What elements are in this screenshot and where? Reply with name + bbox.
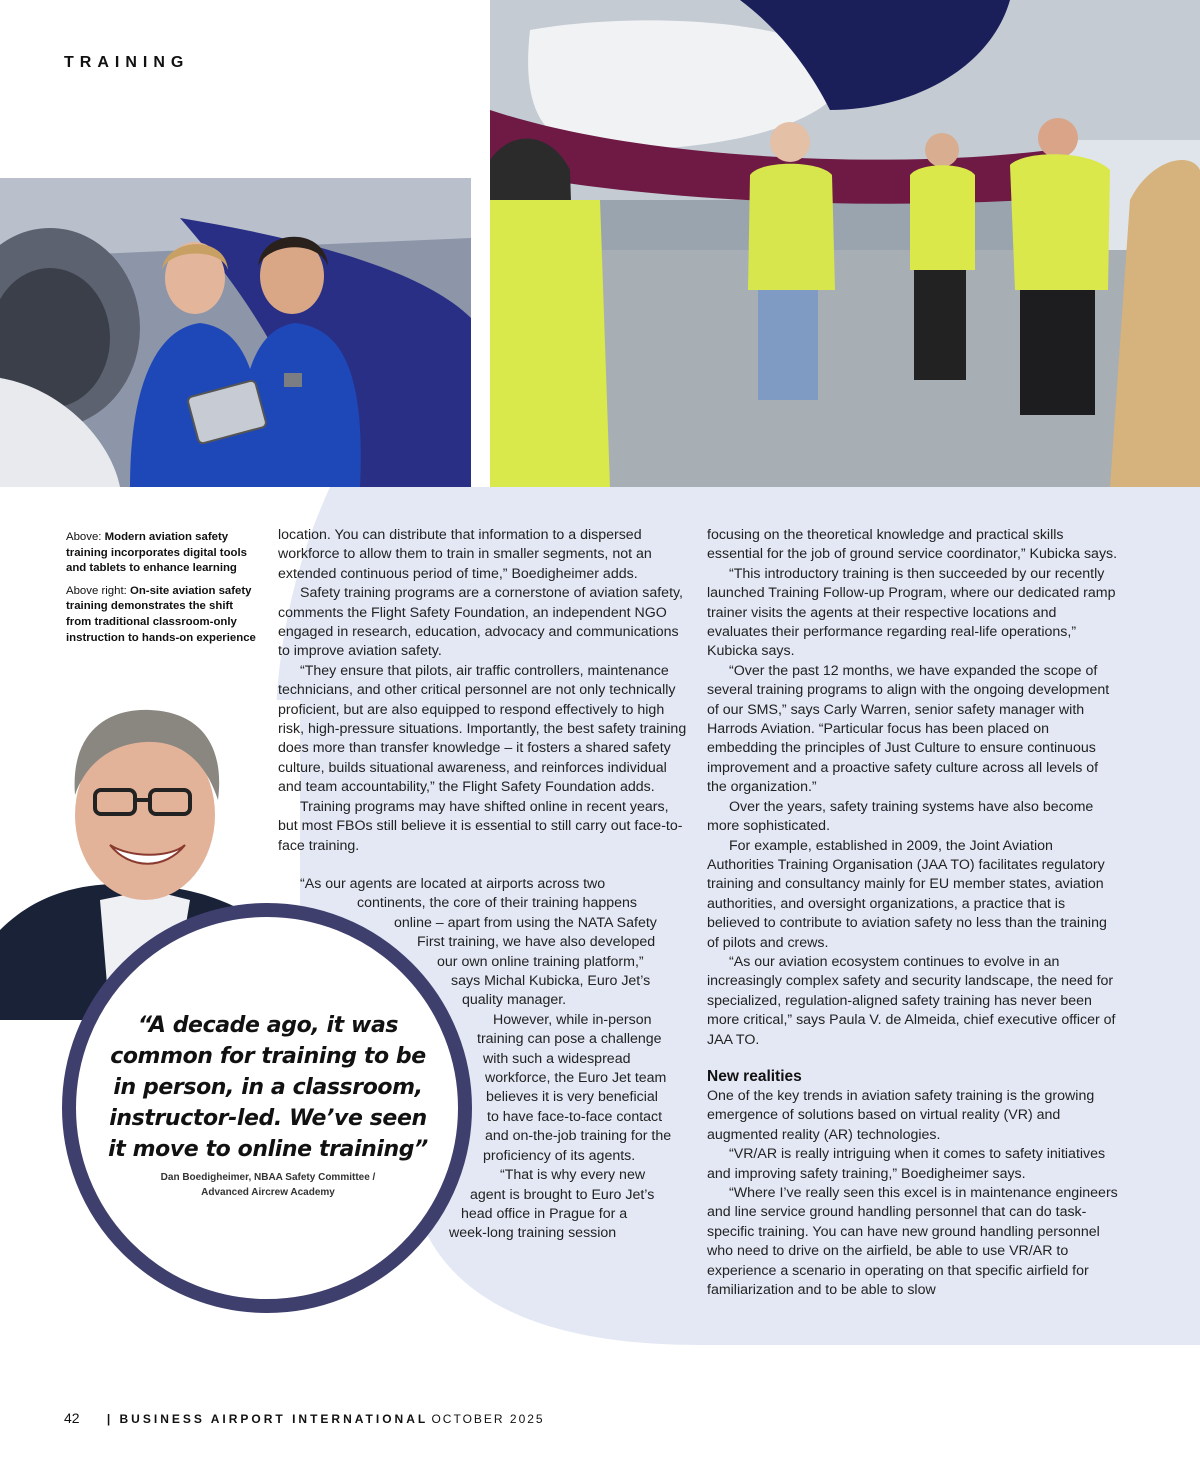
text-line: week-long training session [449,1225,617,1242]
paragraph: “This introductory training is then succeeded by our recently launched Training Follow-up Program, where our dedicated ramp trainer visits the agents at their respective locations and evaluates their performance regarding real-life operations,” Kubicka says. [707,565,1116,660]
section-label: TRAINING [64,54,190,71]
issue-date: OCTOBER 2025 [431,1412,545,1426]
caption-above: Above: Modern aviation safety training incorporates digital tools and tablets to enhance learning [66,531,247,575]
text-line: First training, we have also developed [417,934,656,951]
caption-above-right: Above right: On-site aviation safety training demonstrates the shift from traditional classroom-only instruction to hands-on experience [66,584,256,644]
paragraph: “Over the past 12 months, we have expanded the scope of several training programs to align with the ongoing development of our SMS,” says Carly Warren, senior safety manager with Harrods Aviation. “Particular focus has been placed on embedding the principles of Just Culture to ensure continuous improvement and a proactive safety culture across all levels of the organization.” [707,662,1110,796]
paragraph: “VR/AR is really intriguing when it comes to safety initiatives and improving safety training,” Boedigheimer says. [707,1146,1106,1182]
paragraph: Over the years, safety training systems have also become more sophisticated. [707,798,1094,835]
text-line: continents, the core of their training happens [357,895,637,912]
text-line: quality manager. [462,992,567,1009]
article-column-middle [278,526,688,856]
page-number: 42 [64,1410,80,1426]
paragraph: “They ensure that pilots, air traffic controllers, maintenance technicians, and other critical personnel are not only technically proficient, but are also equipped to respond effectively to high risk, high-pressure situations. Importantly, the best safety training does more than transfer knowledge – it fosters a shared safety culture, builds situational awareness, and reinforces individual and team accountability,” the Flight Safety Foundation adds. [278,662,687,796]
text-line: agent is brought to Euro Jet’s [470,1186,655,1203]
photo-technicians-tablet [0,178,471,487]
paragraph: Safety training programs are a cornerstone of aviation safety, comments the Flight Safety Foundation, an independent NGO engaged in research, education, advocacy and communications to improve aviation safety. [278,585,683,660]
text-line: workforce, the Euro Jet team [485,1070,667,1087]
pull-quote-attribution: Dan Boedigheimer, NBAA Safety Committee / Advanced Aircrew Academy [160,1172,376,1198]
text-line: online – apart from using the NATA Safety [394,914,657,931]
text-line: believes it is very beneficial [486,1089,658,1106]
paragraph: “Where I’ve really seen this excel is in maintenance engineers and line service ground handling personnel that can do task-specific training. You can have new ground handling personnel who need to drive on the airfield, be able to use VR/AR to experience a scenario in operating on that specific airfield for familiarization and to be able to slow [707,1185,1118,1299]
photo-hangar-training-group [490,0,1200,487]
page-footer [64,1410,545,1427]
text-line: with such a widespread [483,1050,631,1067]
pull-quote: “A decade ago, it was common for training to be in person, in a classroom, instructor-led. We’ve seen it move to online training” [108,1013,428,1162]
text-line: “That is why every new [500,1167,646,1184]
subheading-new-realities: New realities [707,1067,802,1085]
text-line: to have face-to-face contact [487,1108,663,1125]
publication-name: | BUSINESS AIRPORT INTERNATIONAL [106,1412,429,1426]
paragraph: location. You can distribute that information to a dispersed workforce to allow them to train in smaller segments, not an extended continuous period of time,” Boedigheimer adds. [278,527,652,582]
paragraph: For example, established in 2009, the Joint Aviation Authorities Training Organisation (JAA TO) facilitates regulatory training and consultancy mainly for EU member states, aviation authorities, and oversight organizations, a practice that is believed to contribute to aviation safety no less than the training of pilots and crews. [707,837,1107,951]
article-column-right [707,526,1119,1300]
article-column-middle-wrapped [278,875,688,1244]
text-line: head office in Prague for a [461,1205,628,1222]
text-line: says Michal Kubicka, Euro Jet’s [451,973,651,990]
text-line: our own online training platform,” [437,953,644,970]
text-line: proficiency of its agents. [483,1147,636,1164]
paragraph: “As our aviation ecosystem continues to evolve in an increasingly complex safety and security landscape, the need for specialized, regulation-aligned safety training has never been more critical,” says Paula V. de Almeida, chief executive officer of JAA TO. [707,953,1116,1048]
paragraph: focusing on the theoretical knowledge and practical skills essential for the job of ground service coordinator,” Kubicka says. [707,527,1118,563]
text-line: training can pose a challenge [477,1031,662,1048]
paragraph: Training programs may have shifted online in recent years, but most FBOs still believe it is essential to still carry out face-to-face training. [278,798,683,854]
text-line: However, while in-person [493,1011,652,1028]
text-line: and on-the-job training for the [485,1128,672,1145]
photo-captions [66,530,256,653]
paragraph: One of the key trends in aviation safety training is the growing emergence of solutions based on virtual reality (VR) and augmented reality (AR) technologies. [707,1087,1095,1143]
text-line: “As our agents are located at airports across two [300,876,606,892]
